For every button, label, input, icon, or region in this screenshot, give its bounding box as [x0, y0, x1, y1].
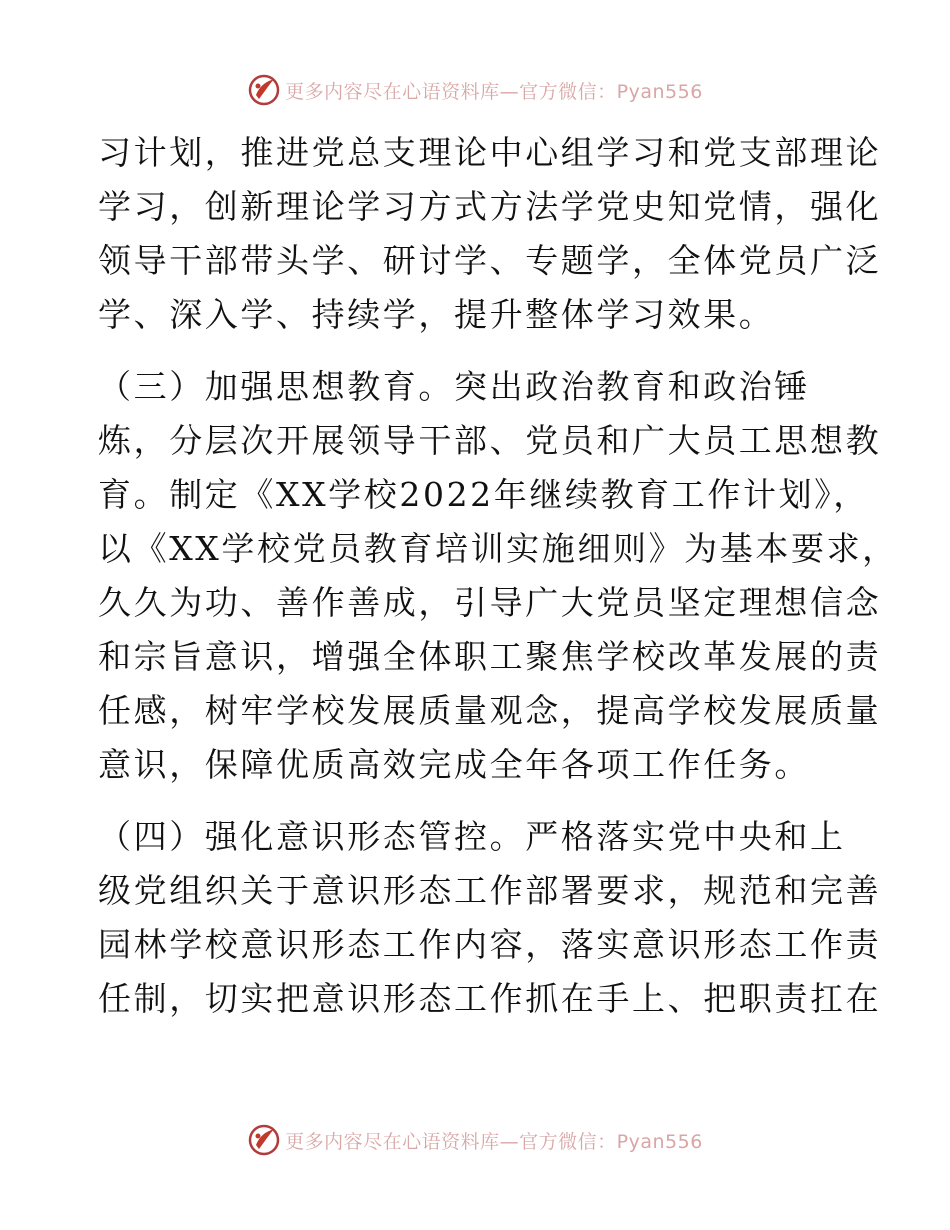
paragraph-continuation [98, 126, 882, 342]
text-line: 学、深入学、持续学，提升整体学习效果。 [98, 295, 775, 334]
text-line: 以《XX学校党员教育培训实施细则》为基本要求， [98, 529, 898, 568]
text-line: 任制，切实把意识形态工作抓在手上、把职责扛在 [98, 979, 882, 1018]
text-line: （四）强化意识形态管控。严格落实党中央和上 [98, 817, 846, 856]
paragraph-section-4 [98, 810, 882, 1026]
footer-watermark-text: 更多内容尽在心语资料库—官方微信：Pyan556 [285, 1130, 703, 1153]
text-line: 炼，分层次开展领导干部、党员和广大员工思想教 [98, 421, 882, 460]
header-watermark [0, 70, 950, 110]
text-line: 育。制定《XX学校2022年继续教育工作计划》， [98, 475, 869, 514]
text-line: 习计划，推进党总支理论中心组学习和党支部理论 [98, 133, 882, 172]
text-line: 学习，创新理论学习方式方法学党史知党情，强化 [98, 187, 882, 226]
text-line: 久久为功、善作善成，引导广大党员坚定理想信念 [98, 583, 882, 622]
footer-watermark [0, 1120, 950, 1160]
document-body [98, 126, 898, 1026]
header-watermark-text: 更多内容尽在心语资料库—官方微信：Pyan556 [285, 80, 703, 103]
text-line: 任感，树牢学校发展质量观念，提高学校发展质量 [98, 691, 882, 730]
text-line: （三）加强思想教育。突出政治教育和政治锤 [98, 367, 810, 406]
paragraph-section-3 [98, 360, 898, 792]
text-line: 和宗旨意识，增强全体职工聚焦学校改革发展的责 [98, 637, 882, 676]
text-line: 园林学校意识形态工作内容，落实意识形态工作责 [98, 925, 882, 964]
text-line: 领导干部带头学、研讨学、专题学，全体党员广泛 [98, 241, 882, 280]
text-line: 意识，保障优质高效完成全年各项工作任务。 [98, 745, 810, 784]
text-line: 级党组织关于意识形态工作部署要求，规范和完善 [98, 871, 882, 910]
brand-logo-icon [247, 1123, 281, 1157]
brand-logo-icon [247, 73, 281, 107]
